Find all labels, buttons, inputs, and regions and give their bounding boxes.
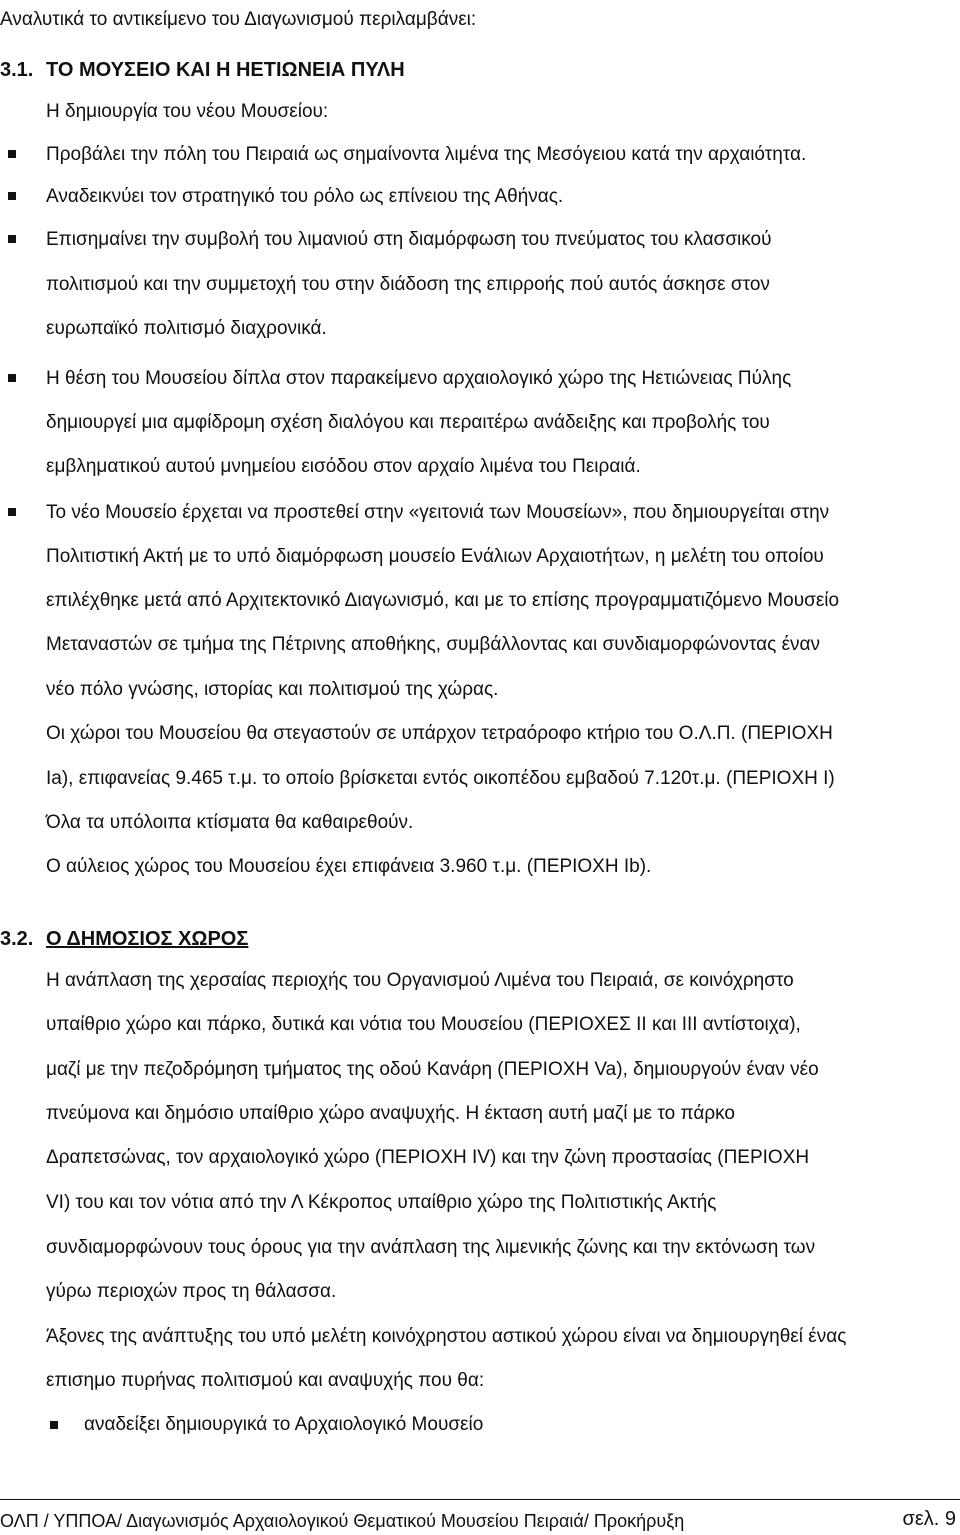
paragraph-line: Άξονες της ανάπτυξης του υπό μελέτη κοινόχρηστου αστικού χώρου είναι να δημιουργηθεί ένας [46, 1326, 847, 1347]
bullet-text: Πολιτιστική Ακτή με το υπό διαμόρφωση μουσείο Ενάλιων Αρχαιοτήτων, η μελέτη του οποίου [46, 546, 824, 567]
paragraph-line: Δραπετσώνας, τον αρχαιολογικό χώρο (ΠΕΡΙΟΧΗ IV) και την ζώνη προστασίας (ΠΕΡΙΟΧΗ [46, 1147, 810, 1168]
paragraph-line: συνδιαμορφώνουν τους όρους για την ανάπλαση της λιμενικής ζώνης και την εκτόνωση των [46, 1237, 816, 1258]
paragraph-line: μαζί με την πεζοδρόμηση τμήματος της οδού Κανάρη (ΠΕΡΙΟΧΗ Va), δημιουργούν έναν νέο [46, 1059, 819, 1080]
bullet-text: εμβληματικού αυτού μνημείου εισόδου στον αρχαίο λιμένα του Πειραιά. [46, 456, 641, 477]
bullet-text: Μεταναστών σε τμήμα της Πέτρινης αποθήκης, συμβάλλοντας και συνδιαμορφώνοντας έναν [46, 634, 821, 655]
paragraph-line: πνεύμονα και δημόσιο υπαίθριο χώρο αναψυχής. Η έκταση αυτή μαζί με το πάρκο [46, 1103, 735, 1124]
bullet-text: ευρωπαϊκό πολιτισμό διαχρονικά. [46, 318, 327, 339]
paragraph-line: Οι χώροι του Μουσείου θα στεγαστούν σε υπάρχον τετραόροφο κτήριο του Ο.Λ.Π. (ΠΕΡΙΟΧΗ [46, 723, 833, 744]
section-subtitle: Η δημιουργία του νέου Μουσείου: [46, 101, 329, 122]
section-number: 3.1. [0, 59, 34, 81]
bullet-icon [8, 508, 16, 516]
footer-divider [0, 1499, 960, 1500]
paragraph-line: VI) του και τον νότια από την Λ Κέκροπος υπαίθριο χώρο της Πολιτιστικής Ακτής [46, 1192, 717, 1213]
bullet-text: δημιουργεί μια αμφίδρομη σχέση διαλόγου και περαιτέρω ανάδειξης και προβολής του [46, 412, 770, 433]
paragraph-line: Η ανάπλαση της χερσαίας περιοχής του Οργανισμού Λιμένα του Πειραιά, σε κοινόχρηστο [46, 970, 794, 991]
bullet-text: αναδείξει δημιουργικά το Αρχαιολογικό Μουσείο [84, 1414, 484, 1435]
bullet-icon [8, 192, 16, 200]
paragraph-line: Ο αύλειος χώρος του Μουσείου έχει επιφάνεια 3.960 τ.μ. (ΠΕΡΙΟΧΗ Ib). [46, 856, 652, 877]
bullet-icon [8, 374, 16, 382]
intro-text: Αναλυτικά το αντικείμενο του Διαγωνισμού περιλαμβάνει: [0, 9, 477, 30]
paragraph-line: επισημο πυρήνας πολιτισμού και αναψυχής που θα: [46, 1370, 485, 1391]
page-number: σελ. 9 [902, 1508, 956, 1530]
paragraph-line: υπαίθριο χώρο και πάρκο, δυτικά και νότια του Μουσείου (ΠΕΡΙΟΧΕΣ II και III αντίστοιχα), [46, 1014, 801, 1035]
bullet-text: Αναδεικνύει τον στρατηγικό του ρόλο ως επίνειου της Αθήνας. [46, 186, 564, 207]
bullet-text: νέο πόλο γνώσης, ιστορίας και πολιτισμού της χώρας. [46, 679, 499, 700]
bullet-text: πολιτισμού και την συμμετοχή του στην διάδοση της επιρροής πού αυτός άσκησε στον [46, 274, 770, 295]
bullet-icon [8, 150, 16, 158]
footer-title: ΟΛΠ / ΥΠΠΟΑ/ Διαγωνισμός Αρχαιολογικού Θεματικού Μουσείου Πειραιά/ Προκήρυξη [0, 1511, 685, 1531]
section-title: ΤΟ ΜΟΥΣΕΙΟ ΚΑΙ Η ΗΕΤΙΩΝΕΙΑ ΠΥΛΗ [46, 59, 405, 81]
bullet-text: Επισημαίνει την συμβολή του λιμανιού στη διαμόρφωση του πνεύματος του κλασσικού [46, 229, 772, 250]
bullet-text: Το νέο Μουσείο έρχεται να προστεθεί στην «γειτονιά των Μουσείων», που δημιουργείται στην [46, 502, 830, 523]
section-title: Ο ΔΗΜΟΣΙΟΣ ΧΩΡΟΣ [46, 928, 249, 950]
bullet-text: Η θέση του Μουσείου δίπλα στον παρακείμενο αρχαιολογικό χώρο της Ηετιώνειας Πύλης [46, 368, 792, 389]
bullet-icon [8, 235, 16, 243]
paragraph-line: Όλα τα υπόλοιπα κτίσματα θα καθαιρεθούν. [46, 812, 414, 833]
section-number: 3.2. [0, 928, 34, 950]
bullet-icon [50, 1421, 58, 1429]
paragraph-line: γύρω περιοχών προς τη θάλασσα. [46, 1281, 337, 1302]
paragraph-line: Ia), επιφανείας 9.465 τ.μ. το οποίο βρίσκεται εντός οικοπέδου εμβαδού 7.120τ.μ. (ΠΕΡΙΟΧΗ I) [46, 768, 835, 789]
bullet-text: Προβάλει την πόλη του Πειραιά ως σημαίνοντα λιμένα της Μεσόγειου κατά την αρχαιότητα. [46, 144, 807, 165]
bullet-text: επιλέχθηκε μετά από Αρχιτεκτονικό Διαγωνισμό, και με το επίσης προγραμματιζόμενο Μουσείο [46, 590, 840, 611]
